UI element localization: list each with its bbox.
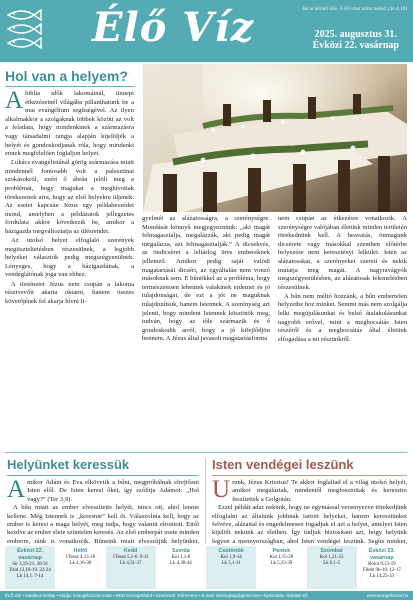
reading: Filem 9b-10. 12-17 bbox=[362, 568, 401, 573]
heading-rule bbox=[7, 475, 199, 476]
paragraph: Az utolsó helyet elfoglaló szerények megtiszteltetésben részesülnek, a legjobb helyeket választók pedig megszégyenülnek. Lényeges, hogy a házigazdának, a vendéglátónak joga van ehhez. bbox=[5, 237, 134, 279]
footer-bar bbox=[0, 591, 413, 600]
article-column-2 bbox=[142, 215, 270, 448]
weekly-readings-calendar bbox=[5, 546, 407, 589]
paragraph: nem csupán az étkezésre vonatkozik. A szerénységre valójában életünk minden területén törekednünk kell. A beavatás, önmagunk dicsérete vagy másokkal szemben előtérbe helyezése nem keresztényi lelkület. Isten az alázatosakat, a szerényeket szereti és nekik mutatja meg magát. A nagyravágyók megszégyenülésben, az alázatosak felemelésben részesülnek. bbox=[278, 215, 407, 291]
section-text-left bbox=[7, 479, 199, 545]
calendar-day bbox=[256, 546, 306, 589]
calendar-day bbox=[307, 546, 357, 589]
calendar-day-name: Évközi 22. vasárnap bbox=[17, 548, 44, 561]
issue-date bbox=[313, 29, 399, 51]
calendar-day-name: Csütörtök bbox=[218, 548, 244, 554]
calendar-day-name: Szombat bbox=[320, 548, 343, 554]
paragraph: Ezzel példát adsz nekünk, hogy ne egymással versenyezve törekedjünk elfoglalni az általunk jobbnak tartott helyeket, hanem keresztünket felvéve, alázattal és engedelmesen fogadjuk el azt a helyet, amelyet Isten kijelölt nekünk az életben. Így tudjuk biztosítani azt, hogy helyünk legyen a mennyországban, ahol Isten vendégei leszünk. Segíts minket, bbox=[212, 504, 407, 545]
paragraph bbox=[5, 90, 134, 159]
reading: Lk 14,1. 7-14 bbox=[16, 574, 44, 579]
calendar-day bbox=[206, 546, 256, 589]
fish-logo-icon bbox=[4, 5, 44, 55]
reading: Lk 5,1-11 bbox=[221, 561, 241, 566]
calendar-day-name: Kedd bbox=[123, 548, 138, 554]
paragraph-text: mikor Ádám és Éva elkövetik a bűnt, megpróbálnak elrejtőzni Isten elől. De Isten keresi őket, így szólítja Ádámot: „Hol vagy?” (Ter 3,9). bbox=[27, 479, 199, 503]
reading: Kol 1,9-14 bbox=[220, 555, 242, 560]
footer-imprint: ÉLŐ VÍZ • Katolikus hetilap • Kiadja: Evangelizációs Iroda • 9900 Szentgotthárd • Szerkeszti: Pál Ferenc • E-mail: elovizujsag@gmail.com • Nyomtatás: Aktivitás Kft. bbox=[5, 593, 309, 598]
drop-cap: A bbox=[5, 90, 24, 114]
reading: Lk 4,16-30 bbox=[69, 561, 92, 566]
reading: Lk 6,1-5 bbox=[323, 561, 341, 566]
drop-cap: A bbox=[7, 479, 26, 503]
calendar-day-name: Évközi 23. vasárnap bbox=[368, 548, 395, 561]
calendar-day-name: Péntek bbox=[272, 548, 291, 554]
reading: Lk 4,31-37 bbox=[119, 561, 142, 566]
masthead bbox=[0, 0, 413, 62]
calendar-day bbox=[156, 546, 206, 589]
reading: 1Tessz 5,1-6. 9-11 bbox=[112, 555, 149, 560]
reading: Sir 3,19-21. 30-31 bbox=[12, 562, 49, 567]
reading: Kol 1,15-20 bbox=[269, 555, 294, 560]
column-separator bbox=[205, 458, 206, 544]
section-divider bbox=[5, 452, 407, 453]
issue-liturgical-day: Évközi 22. vasárnap bbox=[312, 40, 399, 51]
paragraph: A bűn miatt az ember elveszítette helyét, nincs ott, ahol lennie kellene. Még Istennek is „keresnie” kell őt. Válaszolnia kell, hogy az ember is keresi a maga helyét, meg tudja, hogy valamit elrontott. Ettől kezdve az ember élete szüntelen keresés. Az első emberpár esete minden emberre, ránk is vonatkozik. Bűneink miatt elveszítjük helyünket. bbox=[7, 504, 199, 545]
calendar-day-name: Szerda bbox=[172, 548, 190, 554]
article-heading: Hol van a helyem? bbox=[5, 68, 128, 84]
reading: Kol 1,21-23 bbox=[319, 555, 344, 560]
section-text-right bbox=[212, 479, 407, 545]
paragraph: Lukács evangélistánál görög származása miatt mindennél fontosabb volt a palesztinai szokásokról, ezért ő ábrán jelöli meg a problémát, hogy magukat a meghívottak törekszenek arra, hogy az első helyekre üljenek. Az esetet kapcsán Jézus egy példabeszédet mond, amelyben a példázatok jellegzetes fordulata akkor következik be, amikor a házigazda megváltoztatja az ülésrendet. bbox=[5, 159, 134, 235]
paragraph: A történetet Jézus nem csupán a lakoma résztvevőit akarta oktatni, hanem összes követőjének fel akarja hívni fi- bbox=[5, 280, 134, 305]
paragraph-text: runk, Jézus Krisztus! Te akkor foglaltad el a világ utolsó helyét, amikor megaláztak, mindentől megfosztottak és keresztre feszítettek a Golgotán. bbox=[232, 479, 407, 503]
heading-rule bbox=[212, 475, 407, 476]
banquet-photo bbox=[143, 64, 407, 212]
paragraph: A bűn nem méltó hozzánk, a bűn embertelen helyzetbe hoz minket. Semmi más nem szolgálja lelki megújulásunkat és belső átalakulásunkat nagyobb erővel, mint a megbocsátás Isten részéről és a megbocsátás által életünk elfogadása a mi részünkről. bbox=[278, 292, 407, 343]
article-column-3 bbox=[278, 215, 407, 448]
calendar-day-name: Hétfő bbox=[73, 548, 88, 554]
article-column-1 bbox=[5, 90, 134, 448]
calendar-day bbox=[357, 546, 407, 589]
reading: Lk 14,25-33 bbox=[369, 574, 394, 579]
paragraph: gyelmét az alázatosságra, a szerénységre. Mondását könnyű megjegyeznünk: „aki magát felmagasztalja, megalázzák, aki pedig magát megalázza, azt felmagasztalják.” A dicsekvés, az öndicséret a leltárlog üres embereknek jellemző. Amikor pedig saját valódi magatartását dicséri, az egyáltalán nem vonzó másoknak sem. E bűnökkel az a probléma, hogy természetesen lehetnek valakinek erdemei és jó tulajdonságai, de ezt a jót ne maguknak tulajdonítsuk, hanem Istennek. A szerénység azt jelenti, hogy mindent Istennek köszönök meg, tudván, hogy az tőle származik és ő gondoskodik arról, hogy a jó kifejlődjön bennem. A Jézus által javasolt magatartásforma bbox=[142, 215, 270, 343]
heading-rule bbox=[5, 86, 135, 87]
paragraph bbox=[212, 479, 407, 504]
calendar-day bbox=[5, 546, 55, 589]
section-heading-left: Helyünket keressük bbox=[7, 457, 130, 472]
paragraph-text: biblia idők lakomáinál, ünnepi étkezéseinél világába pillanthatunk be a mai evangélium segítségével. Az ilyen alkalmakkor a szolgáknak többek között az volt a feladata, hogy mindenkinek a származásra vagy társadalmi rangja alapján kijelöljék a helyét és gondoskodjanak róla, hogy mindenki ennek megfelelően foglaljon helyet. bbox=[5, 90, 134, 158]
drop-cap: U bbox=[212, 479, 231, 503]
reading: Bölcs 9,13-19 bbox=[368, 562, 396, 567]
section-heading-right: Isten vendégei leszünk bbox=[212, 457, 354, 472]
reading: Zsid 12,18-19. 22-24 bbox=[9, 568, 51, 573]
issue-date-line: 2025. augusztus 31. bbox=[314, 29, 397, 40]
newspaper-title: Élő Víz bbox=[92, 4, 255, 51]
calendar-day bbox=[55, 546, 105, 589]
masthead-quote: Ha te kérnél tőle, ő élő vizet adna neked. (Jn 4,10) bbox=[302, 6, 407, 12]
reading: 1Tessz 4,13-18 bbox=[65, 555, 96, 560]
paragraph bbox=[7, 479, 199, 504]
reading: Lk 5,33-39 bbox=[270, 561, 293, 566]
calendar-day bbox=[106, 546, 156, 589]
reading: Kol 1,1-8 bbox=[171, 555, 191, 560]
footer-website-link[interactable]: www.evangelizacio.hu bbox=[366, 593, 408, 598]
reading: Lk 4,38-44 bbox=[170, 561, 192, 566]
